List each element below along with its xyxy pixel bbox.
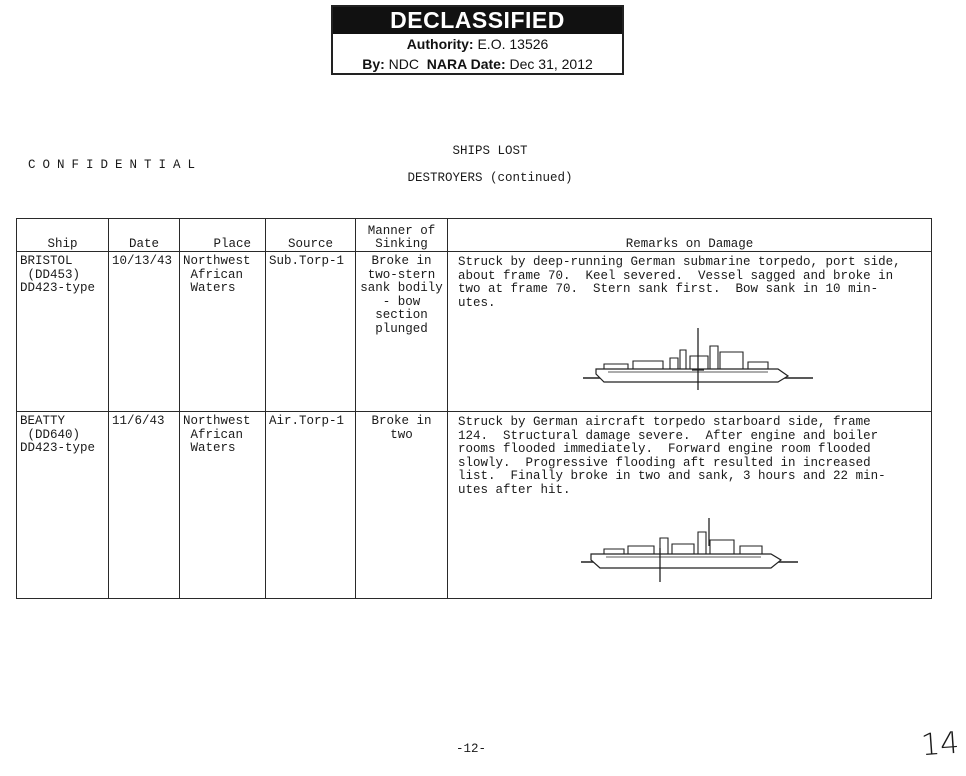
- page-number: -12-: [456, 742, 487, 756]
- stamp-authority: Authority: E.O. 13526: [406, 36, 549, 52]
- manner-cell: Broke in two-stern sank bodily - bow section plunged: [356, 252, 448, 412]
- col-header-remarks: Remarks on Damage: [448, 219, 932, 252]
- col-header-place: Place: [180, 219, 266, 252]
- col-header-date: Date: [109, 219, 180, 252]
- classification-marking: CONFIDENTIAL: [28, 158, 203, 172]
- col-header-manner: Manner of Sinking: [356, 219, 448, 252]
- remarks-text: Struck by German aircraft torpedo starboard side, frame 124. Structural damage severe. After engine and boiler rooms flooded immediately. Forward engine room flooded slowly. Progressive flooding aft resulted in increased list. Finally broke in two and sank, 3 hours and 22 min- utes after hit.: [458, 415, 886, 497]
- destroyer-damage-diagram: [578, 326, 818, 392]
- page-subtitle: DESTROYERS (continued): [407, 171, 573, 185]
- manner-cell: Broke in two: [356, 412, 448, 599]
- remarks-text: Struck by deep-running German submarine torpedo, port side, about frame 70. Keel severed. Vessel sagged and broke in two at frame 70. Stern sank first. Bow sank in 10 min- utes.: [458, 255, 901, 310]
- col-header-ship: Ship: [17, 219, 109, 252]
- table-row: [17, 412, 932, 599]
- ships-lost-table: [16, 218, 932, 599]
- declassified-stamp: [331, 5, 624, 75]
- handwritten-page-number: 14: [919, 725, 961, 764]
- date-cell: 11/6/43: [109, 412, 180, 599]
- ship-name-cell: BEATTY (DD640) DD423-type: [17, 412, 109, 599]
- date-cell: 10/13/43: [109, 252, 180, 412]
- col-header-source: Source: [266, 219, 356, 252]
- source-cell: Air.Torp-1: [266, 412, 356, 599]
- destroyer-damage-diagram: [576, 516, 806, 586]
- place-cell: Northwest African Waters: [180, 412, 266, 599]
- page-title: SHIPS LOST: [452, 144, 528, 158]
- stamp-title: DECLASSIFIED: [333, 7, 622, 34]
- table-header-row: [17, 219, 932, 252]
- stamp-by-line: By: NDC NARA Date: Dec 31, 2012: [362, 56, 593, 72]
- remarks-cell: [448, 252, 932, 412]
- ship-name-cell: BRISTOL (DD453) DD423-type: [17, 252, 109, 412]
- remarks-cell: [448, 412, 932, 599]
- table-row: [17, 252, 932, 412]
- source-cell: Sub.Torp-1: [266, 252, 356, 412]
- place-cell: Northwest African Waters: [180, 252, 266, 412]
